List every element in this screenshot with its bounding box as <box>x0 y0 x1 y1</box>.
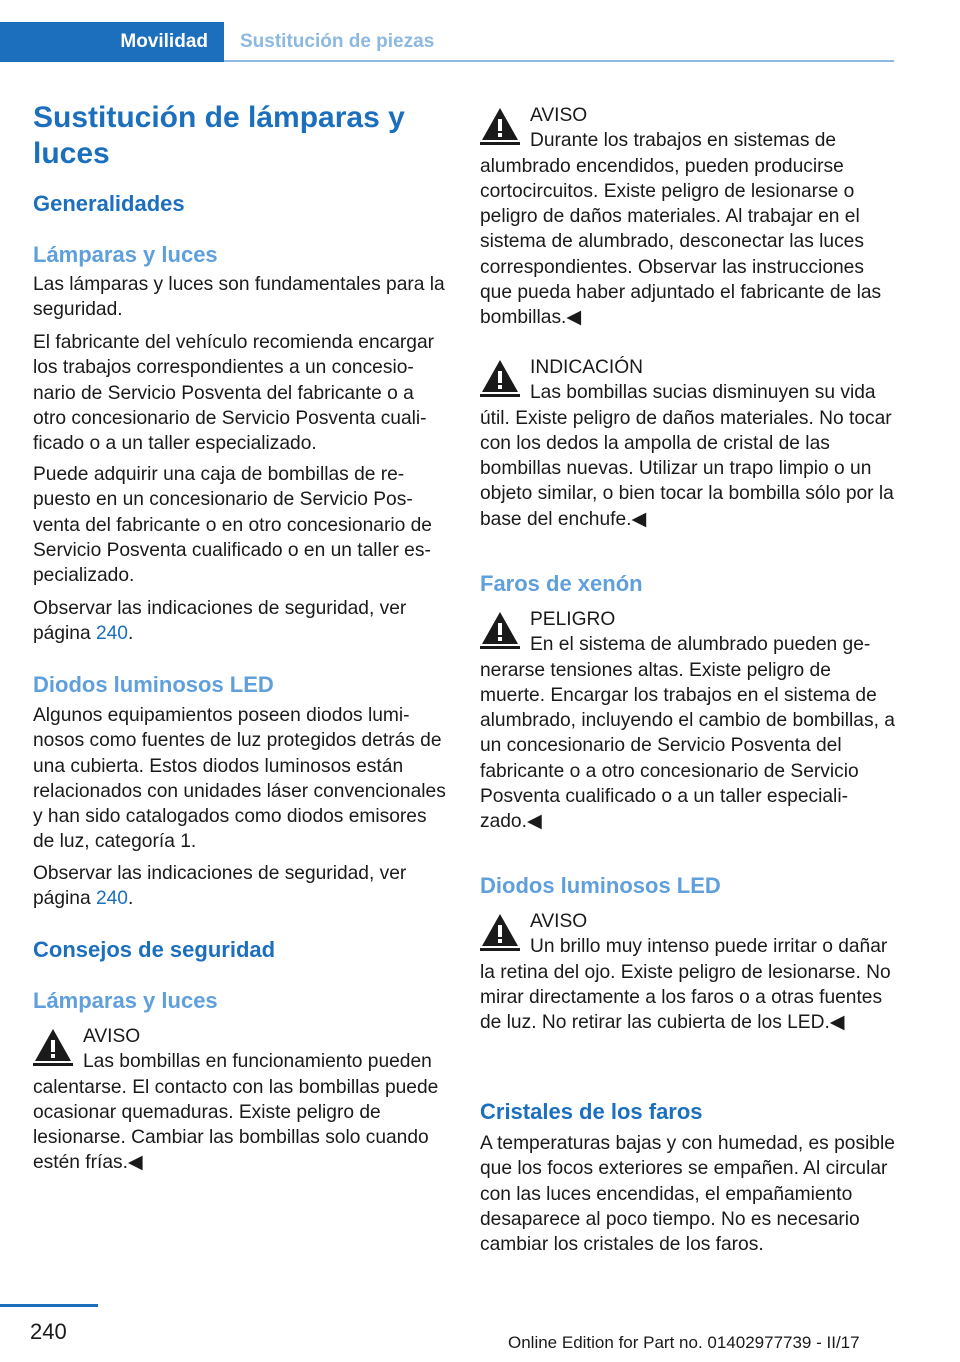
heading-lamparas-luces: Lámparas y luces <box>33 242 218 267</box>
paragraph-seguridad-ref-1 <box>33 596 448 647</box>
paragraph-led: Algunos equipamientos poseen diodos luminosos como fuentes de luz protegidos detrás de una cubierta. Estos diodos luminosos están relacionados con unidades láser convencionales y han sido catalogados como diodos emisores de luz, categoría 1. <box>33 705 446 853</box>
warning-icon <box>33 1026 73 1066</box>
warning-text: Un brillo muy intenso puede irritar o dañar la retina del ojo. Existe peligro de lesionarse. No mirar directamente a los faros o a otras fuentes de luz. No retirar las cubierta de los LED.◀ <box>480 936 891 1034</box>
warning-label: AVISO <box>83 1026 141 1047</box>
ref-end: . <box>127 623 134 645</box>
page-number: 240 <box>30 1319 67 1344</box>
warning-icon <box>480 357 520 397</box>
warning-label: AVISO <box>530 105 588 126</box>
page-title: Sustitución de lámparas y luces <box>33 101 405 170</box>
edition-footer: Online Edition for Part no. 01402977739 - II/17 <box>508 1333 860 1352</box>
page-link-240[interactable]: 240 <box>95 623 128 645</box>
warning-icon <box>480 609 520 649</box>
paragraph-cristales: A temperaturas bajas y con humedad, es posible que los focos exteriores se empañen. Al circular con las luces encendidas, el empañamiento desaparece al poco tiempo. No es necesario cambiar los cristales de los faros. <box>480 1133 895 1256</box>
page-link-240[interactable]: 240 <box>95 888 128 910</box>
heading-consejos-seguridad: Consejos de seguridad <box>33 937 276 962</box>
notice-block <box>480 355 896 532</box>
paragraph-repuesto: Puede adquirir una caja de bombillas de repuesto en un concesionario de Servicio Posventa del fabricante o en otro concesionario de Servicio Posventa cualificado o en un taller especializado. <box>33 464 432 587</box>
section-tab[interactable]: Movilidad <box>0 22 224 62</box>
warning-label: AVISO <box>530 911 588 932</box>
warning-block <box>480 103 896 331</box>
notice-label: INDICACIÓN <box>530 357 643 378</box>
warning-icon <box>480 911 520 951</box>
page-number-rule <box>0 1304 98 1307</box>
danger-text: En el sistema de alumbrado pueden generarse tensiones altas. Existe peligro de muerte. Encargar los trabajos en el sistema de alumbrado, incluyendo el cambio de bombillas, a un concesionario de Servicio Posventa del fabricante o a otro concesionario de Servicio Posventa cualificado o a un taller especializado.◀ <box>480 634 895 833</box>
heading-diodos-led-right: Diodos luminosos LED <box>480 873 721 898</box>
warning-text: Durante los trabajos en sistemas de alumbrado encendidos, pueden producirse cortocircuitos. Existe peligro de lesionarse o peligro de daños materiales. Al trabajar en el sistema de alumbrado, desconectar las luces correspondientes. Observar las instrucciones que pueda haber adjuntado el fabricante de las bombillas.◀ <box>480 130 882 329</box>
heading-lamparas-luces-2: Lámparas y luces <box>33 988 218 1013</box>
warning-text: Las bombillas en funcionamiento pueden calentarse. El contacto con las bombillas puede ocasionar quemaduras. Existe peligro de lesionarse. Cambiar las bombillas solo cuando estén frías.◀ <box>33 1051 439 1174</box>
warning-icon <box>480 105 520 145</box>
danger-block <box>480 607 896 835</box>
paragraph-lamparas: Las lámparas y luces son fundamentales para la seguridad. <box>33 274 445 321</box>
warning-block <box>480 909 896 1035</box>
ref-text: Observar las indicaciones de seguridad, ver página <box>33 598 407 645</box>
page-header <box>0 0 960 64</box>
heading-diodos-led: Diodos luminosos LED <box>33 672 274 697</box>
paragraph-seguridad-ref-2 <box>33 861 448 912</box>
notice-text: Las bombillas sucias disminuyen su vida útil. Existe peligro de daños materiales. No tocar con los dedos la ampolla de cristal de las bombillas nuevas. Utilizar un trapo limpio o un objeto similar, o bien tocar la bombilla sólo por la base del enchufe.◀ <box>480 382 894 530</box>
danger-label: PELIGRO <box>530 609 616 630</box>
breadcrumb[interactable]: Sustitución de piezas <box>240 31 435 52</box>
heading-cristales-faros: Cristales de los faros <box>480 1099 703 1124</box>
heading-faros-xenon: Faros de xenón <box>480 571 643 596</box>
warning-block <box>33 1024 448 1176</box>
heading-generalidades: Generalidades <box>33 191 185 216</box>
paragraph-fabricante: El fabricante del vehículo recomienda encargar los trabajos correspondientes a un concesionario de Servicio Posventa del fabricante o a otro concesionario de Servicio Posventa cualificado o a un taller especializado. <box>33 332 435 455</box>
header-rule <box>224 60 894 62</box>
ref-text: Observar las indicaciones de seguridad, ver página <box>33 863 407 910</box>
ref-end: . <box>127 888 134 910</box>
